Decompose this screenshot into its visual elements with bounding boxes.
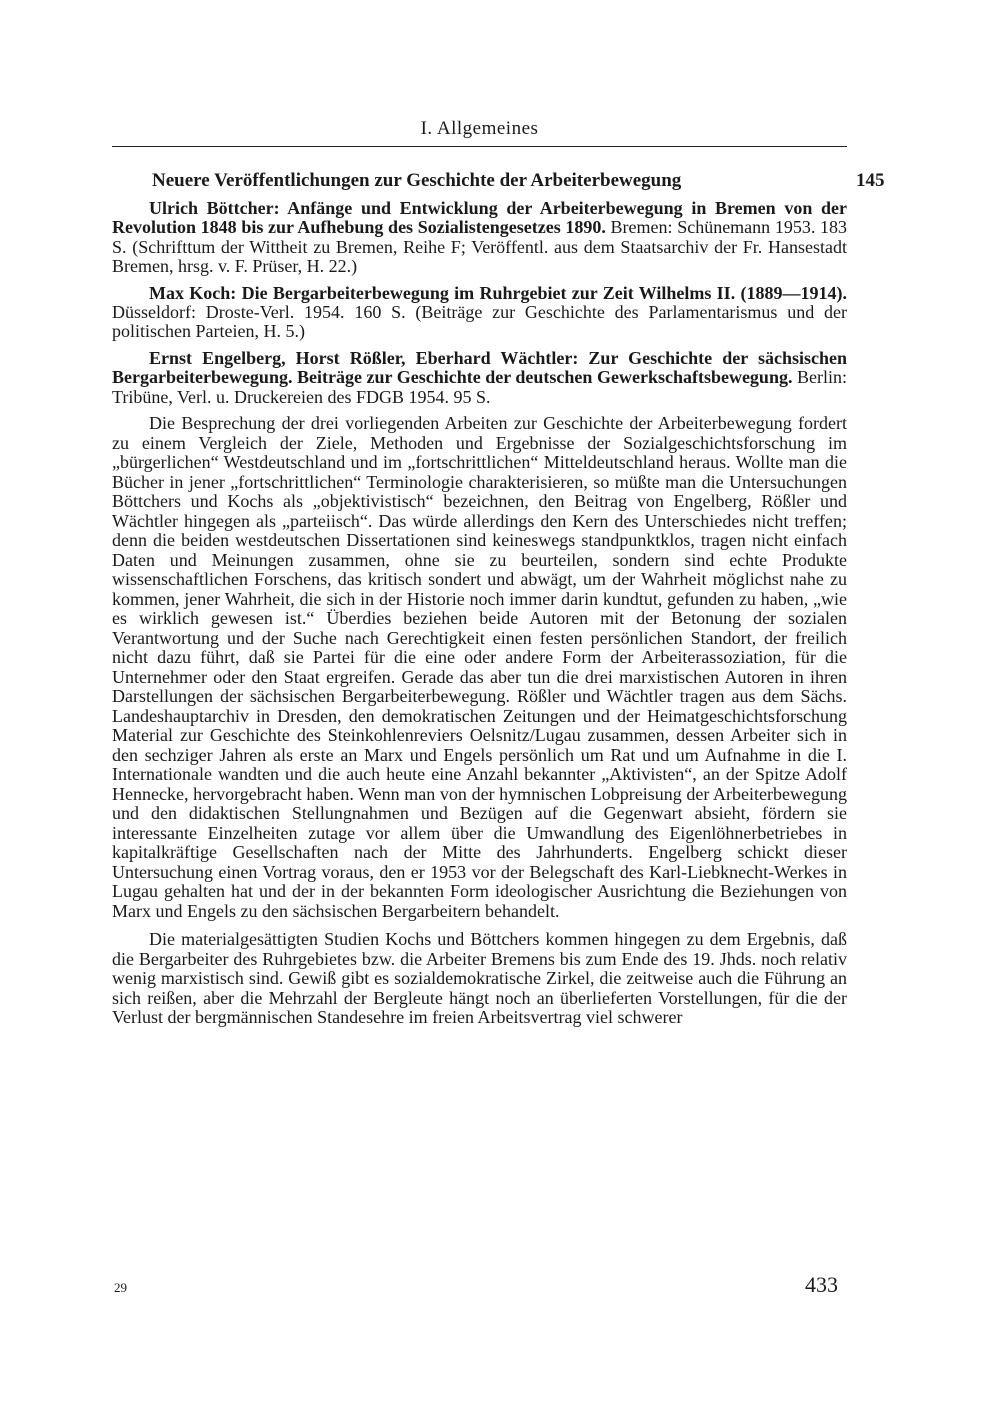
body-text xyxy=(112,199,847,1028)
running-head: I. Allgemeines xyxy=(420,118,539,139)
entry-heading: Max Koch: Die Bergarbeiterbewegung im Ruhrgebiet zur Zeit Wilhelms II. (1889—1914). xyxy=(149,282,847,303)
header-rule xyxy=(112,146,847,147)
bibliography-entry xyxy=(112,349,847,407)
page-number: 433 xyxy=(805,1272,838,1297)
section-title: Neuere Veröffentlichungen zur Geschichte der Arbeiterbewegung xyxy=(152,170,682,191)
entry-details: Bremen: Schünemann 1953. 183 S. (Schrifttum der Wittheit zu Bremen, Reihe F; Veröffentl. aus dem Staatsarchiv der Fr. Hansestadt Bremen, hrsg. v. F. Prüser, H. 22.) xyxy=(112,217,848,277)
review-paragraph: Die materialgesättigten Studien Kochs und Böttchers kommen hingegen zu dem Ergebnis, daß die Bergarbeiter des Ruhrgebietes bzw. die Arbeiter Bremens bis zum Ende des 19. Jhds. noch relativ wenig marxistisch sind. Gewiß gibt es sozialdemokratische Zirkel, die zeitweise auch die Führung an sich reißen, aber die Mehrzahl der Bergleute hängt noch an überlieferten Vorstellungen, für die der Verlust der bergmännischen Standesehre im freien Arbeitsvertrag viel schwerer xyxy=(112,929,847,1028)
entry-details: Düsseldorf: Droste-Verl. 1954. 160 S. (Beiträge zur Geschichte des Parlamentarismus und der politischen Parteien, H. 5.) xyxy=(112,302,847,342)
bibliography-entry xyxy=(112,284,847,342)
entry-heading: Ernst Engelberg, Horst Rößler, Eberhard Wächtler: Zur Geschichte der sächsischen Bergarbeiterbewegung. Beiträge zur Geschichte der deutschen Gewerkschaftsbewegung. xyxy=(112,347,847,388)
entry-heading: Ulrich Böttcher: Anfänge und Entwicklung der Arbeiterbewegung in Bremen von der Revolution 1848 bis zur Aufhebung des Sozialistengesetzes 1890. xyxy=(112,198,847,238)
bibliography-entry xyxy=(112,199,847,277)
entry-details: Berlin: Tribüne, Verl. u. Druckereien des FDGB 1954. 95 S. xyxy=(112,367,848,407)
section-number: 145 xyxy=(856,170,885,191)
signature-mark: 29 xyxy=(114,1280,127,1295)
review-paragraph: Die Besprechung der drei vorliegenden Arbeiten zur Geschichte der Arbeiterbewegung fordert zu einem Vergleich der Ziele, Methoden und Ergebnisse der Sozialgeschichtsforschung im „bürgerlichen“ Westdeutschland und im „fortschrittlichen“ Mitteldeutschland heraus. Wollte man die Bücher in jener „fortschrittlichen“ Terminologie charakterisieren, so müßte man die Untersuchungen Böttchers und Kochs als „objektivistisch“ bezeichnen, den Beitrag von Engelberg, Rößler und Wächtler hingegen als „parteiisch“. Das würde allerdings den Kern des Unterschiedes nicht treffen; denn die beiden westdeutschen Dissertationen sind keineswegs standpunktklos, tragen nicht einfach Daten und Meinungen zusammen, ohne sie zu beurteilen, sondern sind echte Produkte wissenschaftlichen Forschens, das kritisch sondert und abwägt, um der Wahrheit möglichst nahe zu kommen, jener Wahrheit, die sich in der Historie noch immer darin kundtut, gefunden zu haben, „wie es wirklich gewesen ist.“ Überdies beziehen beide Autoren mit der Betonung der sozialen Verantwortung und der Suche nach Gerechtigkeit einen festen persönlichen Standort, der freilich nicht dazu führt, daß sie Partei für die eine oder andere Form der Arbeiterassoziation, für die Unternehmer oder den Staat ergreifen. Gerade das aber tun die drei marxistischen Autoren in ihren Darstellungen der sächsischen Bergarbeiterbewegung. Rößler und Wächtler tragen aus dem Sächs. Landeshauptarchiv in Dresden, den demokratischen Zeitungen und der Heimatgeschichtsforschung Material zur Geschichte des Steinkohlenreviers Oelsnitz/Lugau zusammen, dessen Arbeiter sich in den sechziger Jahren als erste an Marx und Engels persönlich um Rat und um Aufnahme in die I. Internationale wandten und die auch heute eine Anzahl bekannter „Aktivisten“, an der Spitze Adolf Hennecke, hervorgebracht haben. Wenn man von der hymnischen Lobpreisung der Arbeiterbewegung und den didaktischen Stellungnahmen und Bezügen auf die Gegenwart absieht, fördern sie interessante Einzelheiten zutage vor allem über die Umwandlung des Eigenlöhnerbetriebes in kapitalkräftige Gesellschaften nach der Mitte des Jahrhunderts. Engelberg schickt dieser Untersuchung einen Vortrag voraus, den er 1953 vor der Belegschaft des Karl-Liebknecht-Werkes in Lugau gehalten hat und der in der bekannten Form ideologischer Ausrichtung die Beziehungen von Marx und Engels zu den sächsischen Bergarbeitern behandelt. xyxy=(112,413,847,921)
